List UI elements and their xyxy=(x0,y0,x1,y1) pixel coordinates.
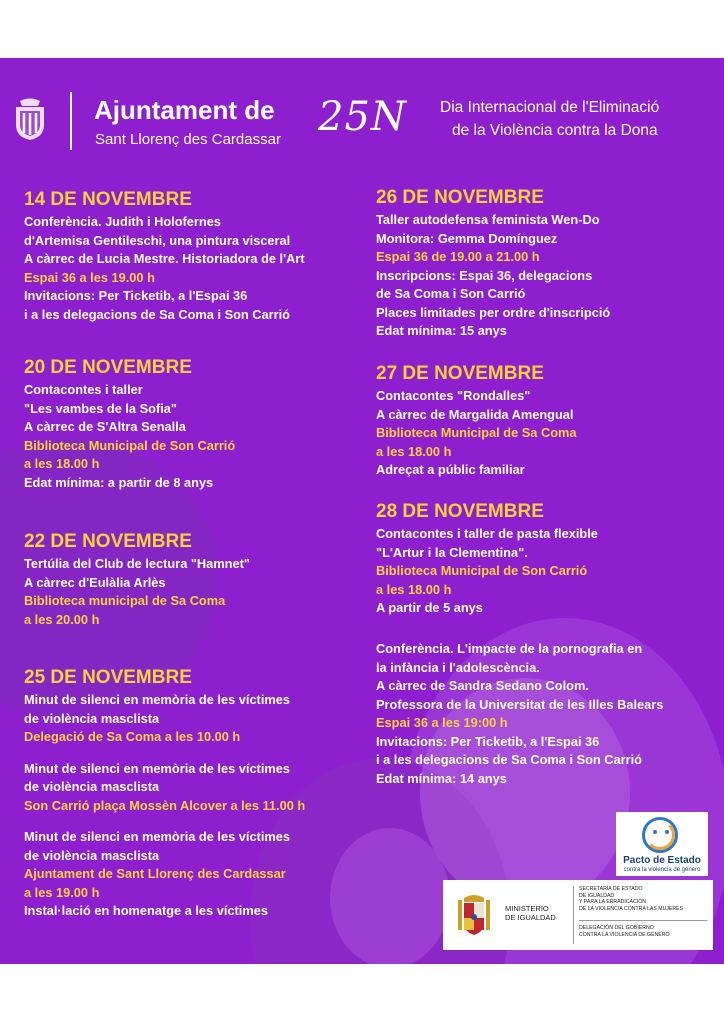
event-line: i a les delegacions de Sa Coma i Son Carrió xyxy=(376,752,642,767)
pacto-smile-icon xyxy=(645,820,675,850)
event-line: Invitacions: Per Ticketib, a l'Espai 36 xyxy=(24,288,248,303)
event-line: de Sa Coma i Son Carrió xyxy=(376,286,526,301)
event-venue: Ajuntament de Sant Llorenç des Cardassar xyxy=(24,866,286,881)
event-line: de violència masclista xyxy=(24,847,160,863)
event-line: Minut de silenci en memòria de les víctimes xyxy=(24,760,290,776)
event-line: Edat mínima: a partir de 8 anys xyxy=(24,474,214,490)
pacto-title: Pacto de Estado xyxy=(623,855,701,866)
event-line: Monitora: Gemma Domínguez xyxy=(376,230,558,246)
event-date: 27 DE NOVEMBRE xyxy=(376,363,544,384)
header-description-2: de la Violència contra la Dona xyxy=(452,122,658,139)
event-block xyxy=(24,667,305,921)
event-block xyxy=(376,501,598,618)
logo-divider xyxy=(579,920,707,921)
event-line: la infància i l'adolescència. xyxy=(376,659,540,675)
event-venue: Espai 36 de 19.00 a 21.00 h xyxy=(376,249,540,264)
event-line: Invitacions: Per Ticketib, a l'Espai 36 xyxy=(376,733,600,749)
pacto-eye-icon xyxy=(665,830,669,834)
spacer xyxy=(24,747,305,760)
event-line: Contacontes i taller de pasta flexible xyxy=(376,526,598,541)
event-line: A càrrec d'Eulàlia Arlès xyxy=(24,574,166,590)
event-line: d'Artemisa Gentileschi, una pintura visceral xyxy=(24,232,291,248)
event-block xyxy=(376,640,663,788)
event-line: Tertúlia del Club de lectura "Hamnet" xyxy=(24,556,250,571)
event-line: Edat mínima: 14 anys xyxy=(376,770,507,786)
event-line: A càrrec de Lucia Mestre. Historiadora de l'Art xyxy=(24,251,305,266)
event-venue: Biblioteca municipal de Sa Coma xyxy=(24,593,226,608)
government-logo xyxy=(443,880,713,950)
event-time: a les 20.00 h xyxy=(24,611,100,627)
event-line: i a les delegacions de Sa Coma i Son Carrió xyxy=(24,306,290,322)
event-date: 22 DE NOVEMBRE xyxy=(24,531,192,552)
silhouette-shape xyxy=(330,828,450,964)
event-venue: Biblioteca Municipal de Son Carrió xyxy=(24,437,236,453)
event-line: Professora de la Universitat de les Illes Balears xyxy=(376,696,664,712)
event-line: de violència masclista xyxy=(24,710,160,726)
event-line: "L'Artur i la Clementina". xyxy=(376,544,528,560)
delegacion-label: DELEGACIÓN DEL GOBIERNO CONTRA LA VIOLENCIA DE GÉNERO xyxy=(579,925,670,938)
event-line: Places limitades per ordre d'inscripció xyxy=(376,304,611,320)
event-line: Edat mínima: 15 anys xyxy=(376,323,507,338)
event-line: A càrrec de Sandra Sedano Colom. xyxy=(376,678,589,693)
event-date: 14 DE NOVEMBRE xyxy=(24,189,192,210)
event-time: a les 18.00 h xyxy=(376,443,452,459)
event-time: a les 18.00 h xyxy=(376,581,452,597)
secretaria-label: SECRETARÍA DE ESTADO DE IGUALDAD Y PARA LA ERRADICACIÓN DE LA VIOLENCIA CONTRA LAS MUJERES xyxy=(579,886,684,912)
event-block xyxy=(24,189,305,324)
event-line: Contacontes i taller xyxy=(24,382,143,397)
event-block xyxy=(376,187,610,341)
event-line: Conferència. L'impacte de la pornografia en xyxy=(376,641,643,656)
ministry-label: MINISTERIO DE IGUALDAD xyxy=(505,904,556,922)
event-time: a les 19.00 h xyxy=(24,884,100,900)
event-date: 26 DE NOVEMBRE xyxy=(376,187,544,208)
event-line: Adreçat a públic familiar xyxy=(376,462,525,477)
spacer xyxy=(24,815,305,828)
org-title: Ajuntament de xyxy=(94,95,275,125)
event-line: Minut de silenci en memòria de les víctimes xyxy=(24,692,290,707)
event-line: Minut de silenci en memòria de les víctimes xyxy=(24,829,290,844)
pacto-estado-logo xyxy=(616,812,708,876)
event-badge: 25N xyxy=(318,94,407,140)
spain-coat-of-arms-icon xyxy=(457,890,491,938)
pacto-subtitle: contra la violencia de género xyxy=(623,867,701,873)
event-line: Taller autodefensa feminista Wen-Do xyxy=(376,212,600,227)
event-line: Instal·lació en homenatge a les víctimes xyxy=(24,903,268,918)
event-venue: Son Carrió plaça Mossèn Alcover a les 11.00 h xyxy=(24,797,306,813)
event-block xyxy=(24,357,235,492)
event-date: 25 DE NOVEMBRE xyxy=(24,667,192,688)
event-venue: Biblioteca Municipal de Sa Coma xyxy=(376,425,577,440)
event-date: 28 DE NOVEMBRE xyxy=(376,501,544,522)
event-venue: Biblioteca Municipal de Son Carrió xyxy=(376,563,588,578)
event-venue: Delegació de Sa Coma a les 10.00 h xyxy=(24,729,241,744)
town-crest-icon xyxy=(14,97,46,141)
pacto-eye-icon xyxy=(653,830,657,834)
event-block xyxy=(24,531,250,629)
header-divider xyxy=(70,92,72,150)
event-line: Conferència. Judith i Holofernes xyxy=(24,214,221,229)
logo-divider xyxy=(573,886,574,944)
event-block xyxy=(376,363,577,480)
event-line: Contacontes "Rondalles" xyxy=(376,388,531,403)
event-time: a les 18.00 h xyxy=(24,456,100,471)
header-description-1: Dia Internacional de l'Eliminació xyxy=(440,99,660,116)
event-venue: Espai 36 a les 19.00 h xyxy=(24,269,155,285)
event-line: A partir de 5 anys xyxy=(376,600,483,615)
event-line: Inscripcions: Espai 36, delegacions xyxy=(376,267,593,283)
org-subtitle: Sant Llorenç des Cardassar xyxy=(95,131,281,148)
event-line: de violència masclista xyxy=(24,779,160,794)
event-line: A càrrec de Margalida Amengual xyxy=(376,406,574,422)
event-date: 20 DE NOVEMBRE xyxy=(24,357,192,378)
event-line: A càrrec de S'Altra Senalla xyxy=(24,419,186,434)
event-venue: Espai 36 a les 19:00 h xyxy=(376,715,508,730)
event-line: "Les vambes de la Sofia" xyxy=(24,400,177,416)
